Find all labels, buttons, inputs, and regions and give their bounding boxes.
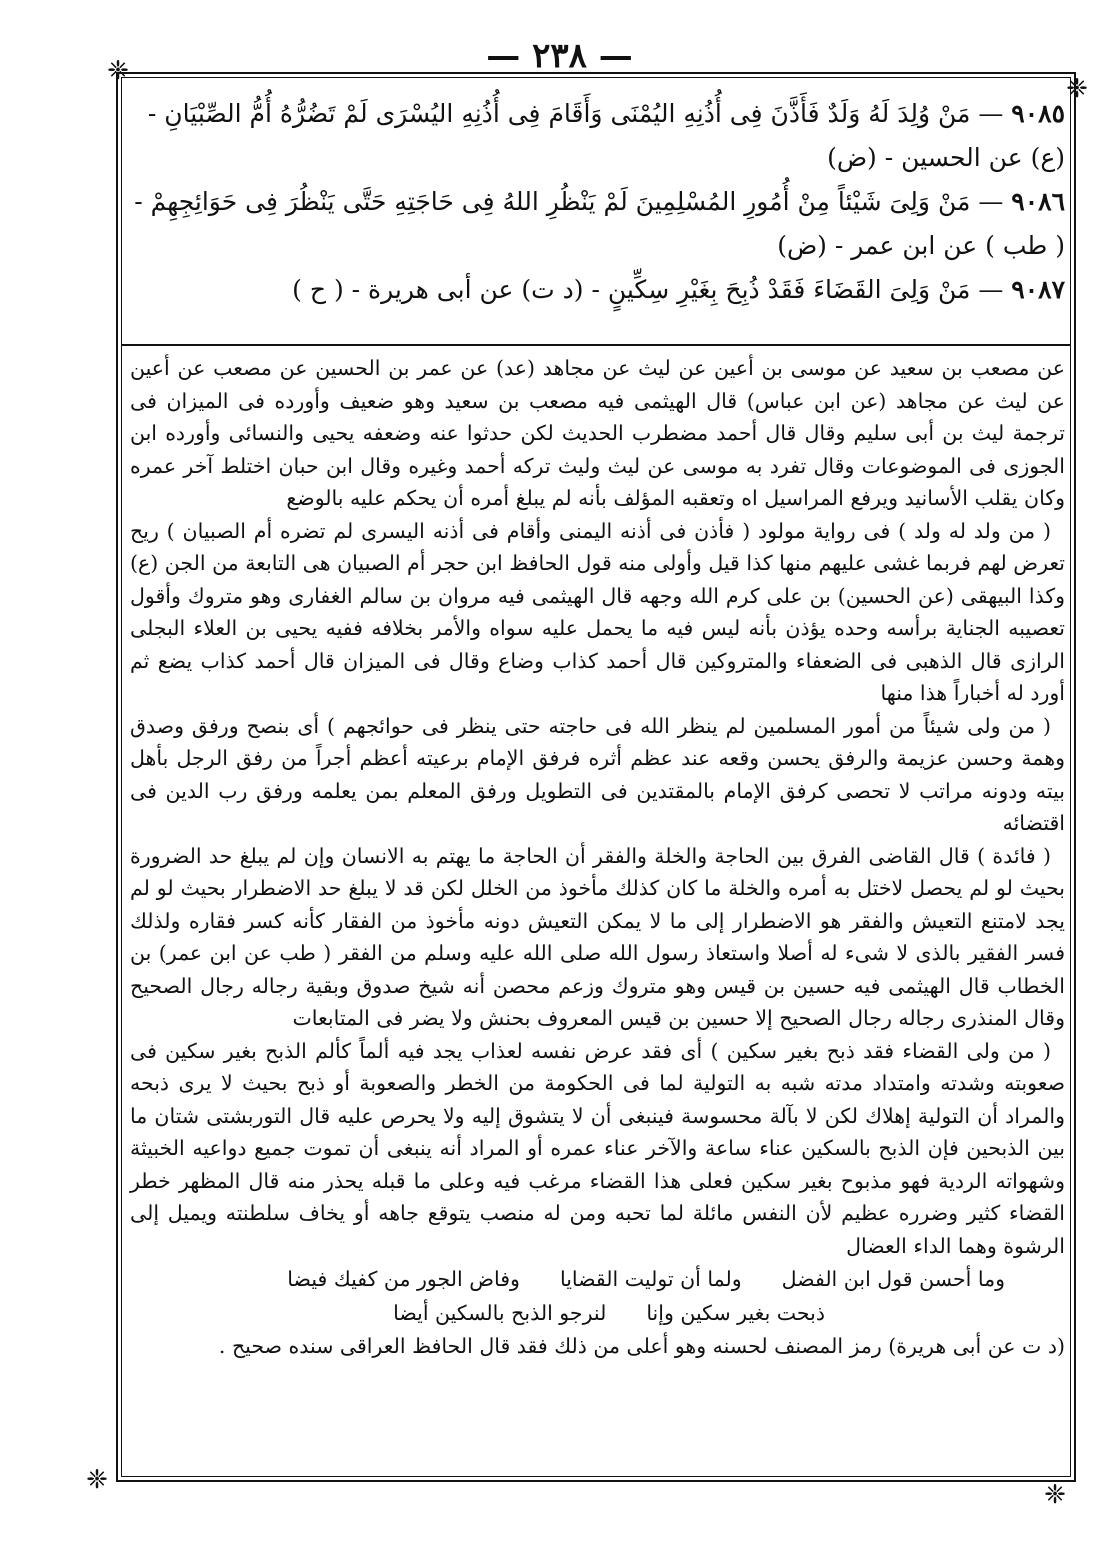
hadith-text: — مَنْ وُلِدَ لَهُ وَلَدٌ فَأَذَّنَ فِى أُذُنِهِ اليُمْنَى وَأَقَامَ فِى أُذُنِهِ اليُسْرَى لَمْ تَضُرُّهُ أُمُّ الصِّبْيَانِ - (ع) عن الحسين - (ض) [147, 99, 1065, 172]
poem-verse [130, 1296, 1065, 1330]
corner-ornament-icon: ❈ [1044, 1480, 1066, 1510]
commentary-paragraph: ( فائدة ) قال القاضى الفرق بين الحاجة والخلة والفقر أن الحاجة ما يهتم به الانسان وإن لم يبلغ حد الضرورة بحيث لو لم يحصل لاختل به أمره والخلة ما كان كذلك مأخوذ من الخلل لكن قد لا يبلغ حد الاضطرار بحيث لو لم يجد لامتنع التعيش والفقر هو الاضطرار إلى ما لا يمكن التعيش دونه مأخوذ من الفقار كأنه كسر فقاره ولذلك فسر الفقير بالذى لا شىء له أصلا واستعاذ رسول الله صلى الله عليه وسلم من الفقر ( طب عن ابن عمر) بن الخطاب قال الهيثمى فيه حسين بن قيس وهو متروك وزعم محصن أنه شيخ صدوق وبقية رجاله رجال الصحيح وقال المنذرى رجاله رجال الصحيح إلا حسين بن قيس المعروف بحنش ولا يضر فى المتابعات [130, 843, 1065, 1030]
poem [130, 1262, 1065, 1330]
hadith-entry [130, 268, 1065, 312]
page-number: — ٢٣٨ — [486, 36, 633, 76]
corner-ornament-icon: ❈ [86, 1465, 108, 1495]
hadith-list [130, 92, 1065, 312]
hadith-text: — مَنْ وَلِىَ القَضَاءَ فَقَدْ ذُبِحَ بِغَيْرِ سِكِّينٍ - (د ت) عن أبى هريرة - ( ح ) [292, 275, 1004, 304]
poem-verse [130, 1262, 1065, 1296]
commentary-paragraph: ( من ولى شيئاً من أمور المسلمين لم ينظر الله فى حاجته حتى ينظر فى حوائجهم ) أى بنصح ورفق وصدق وهمة وحسن عزيمة والرفق يحسن وقعه عند عظم أثره فرفق الإمام برعيته أعظم أجراً من رفق الرجل بأهل بيته ودونه مراتب لا تحصى كرفق الإمام بالمقتدين فى التطويل ورفق المعلم بمن يعلمه ورفق رب الدين فى اقتضائه [130, 713, 1065, 835]
hadith-number: ٩٠٨٦ [1011, 187, 1065, 216]
poem-intro: وما أحسن قول ابن الفضل [781, 1267, 1005, 1291]
hadith-number: ٩٠٨٧ [1011, 275, 1065, 304]
corner-ornament-icon: ❈ [107, 56, 129, 86]
hadith-number: ٩٠٨٥ [1011, 99, 1065, 128]
hadith-text: — مَنْ وَلِىَ شَيْئاً مِنْ أُمُورِ المُسْلِمِينَ لَمْ يَنْظُرِ اللهُ فِى حَاجَتِهِ حَتَّى يَنْظُرَ فِى حَوَائِجِهِمْ - ( طب ) عن ابن عمر - (ض) [134, 187, 1065, 260]
hadith-entry [130, 180, 1065, 268]
commentary-section [130, 352, 1065, 1363]
section-divider [121, 344, 1071, 346]
commentary-paragraph: ( من ولد له ولد ) فى رواية مولود ( فأذن فى أذنه اليمنى وأقام فى أذنه اليسرى لم تضره أم الصبيان ) ريح تعرض لهم فربما غشى عليهم منها كذا قيل وأولى منه قول الحافظ ابن حجر أم الصبيان هى التابعة من الجن (ع) وكذا البيهقى (عن الحسين) بن على كرم الله وجهه قال الهيثمى فيه مروان بن سالم الغفارى وهو متروك وأقول تعصيبه الجناية برأسه وحده يؤذن بأنه ليس فيه ما يحمل عليه سواه والأمر بخلافه ففيه يحيى بن العلاء البجلى الرازى قال الذهبى فى الضعفاء والمتروكين قال أحمد كذاب وضاع وقال فى الميزان قال أحمد كذاب يضع ثم أورد له أخباراً هذا منها [130, 518, 1065, 705]
commentary-closing: (د ت عن أبى هريرة) رمز المصنف لحسنه وهو أعلى من ذلك فقد قال الحافظ العراقى سنده صحيح . [218, 1334, 1065, 1358]
poem-hemistich: لنرجو الذبح بالسكين أيضا [393, 1301, 607, 1325]
poem-hemistich: ذبحت بغير سكين وإنا [646, 1301, 825, 1325]
commentary-paragraph: عن مصعب بن سعيد عن موسى بن أعين عن ليث عن مجاهد (عد) عن عمر بن الحسين عن مصعب عن أعين عن ليث عن مجاهد (عن ابن عباس) قال الهيثمى فيه مصعب بن سعيد وهو ضعيف وأورده فى الميزان فى ترجمة ليث بن أبى سليم وقال قال أحمد مضطرب الحديث لكن حدثوا عنه وضعفه يحيى والنسائى وأورده ابن الجوزى فى الموضوعات وقال تفرد به موسى عن ليث وليث تركه أحمد وغيره وقال ابن حبان اختلط آخر عمره وكان يقلب الأسانيد ويرفع المراسيل اه وتعقبه المؤلف بأنه لم يبلغ أمره أن يحكم عليه بالوضع [130, 356, 1065, 510]
poem-hemistich: وفاض الجور من كفيك فيضا [287, 1267, 520, 1291]
poem-hemistich: ولما أن توليت القضايا [559, 1267, 742, 1291]
corner-ornament-icon: ❈ [1066, 74, 1088, 104]
commentary-paragraph: ( من ولى القضاء فقد ذبح بغير سكين ) أى فقد عرض نفسه لعذاب يجد فيه ألماً كألم الذبح بغير سكين فى صعوبته وشدته وامتداد مدته شبه به التولية لما فى الحكومة من الخطر والصعوبة أو ذبح بحيث لا يرى ذبحه والمراد أن التولية إهلاك لكن لا بآلة محسوسة فينبغى أن لا يتشوق إليه ولا يحرص عليه قال التوربشتى شتان ما بين الذبحين فإن الذبح بالسكين عناء ساعة والآخر عناء عمره أو المراد أنه ينبغى أن تموت جميع دواعيه الخبيثة وشهواته الردية فهو مذبوح بغير سكين فعلى هذا القضاء مرغب فيه وعلى ما قبله يحذر منه قال المظهر خطر القضاء كثير وضرره عظيم لأن النفس مائلة لما تحبه ومن له منصب يتوقع جاهه أو يخاف سلطنته ويميل إلى الرشوة وهما الداء العضال [130, 1038, 1065, 1258]
hadith-entry [130, 92, 1065, 180]
